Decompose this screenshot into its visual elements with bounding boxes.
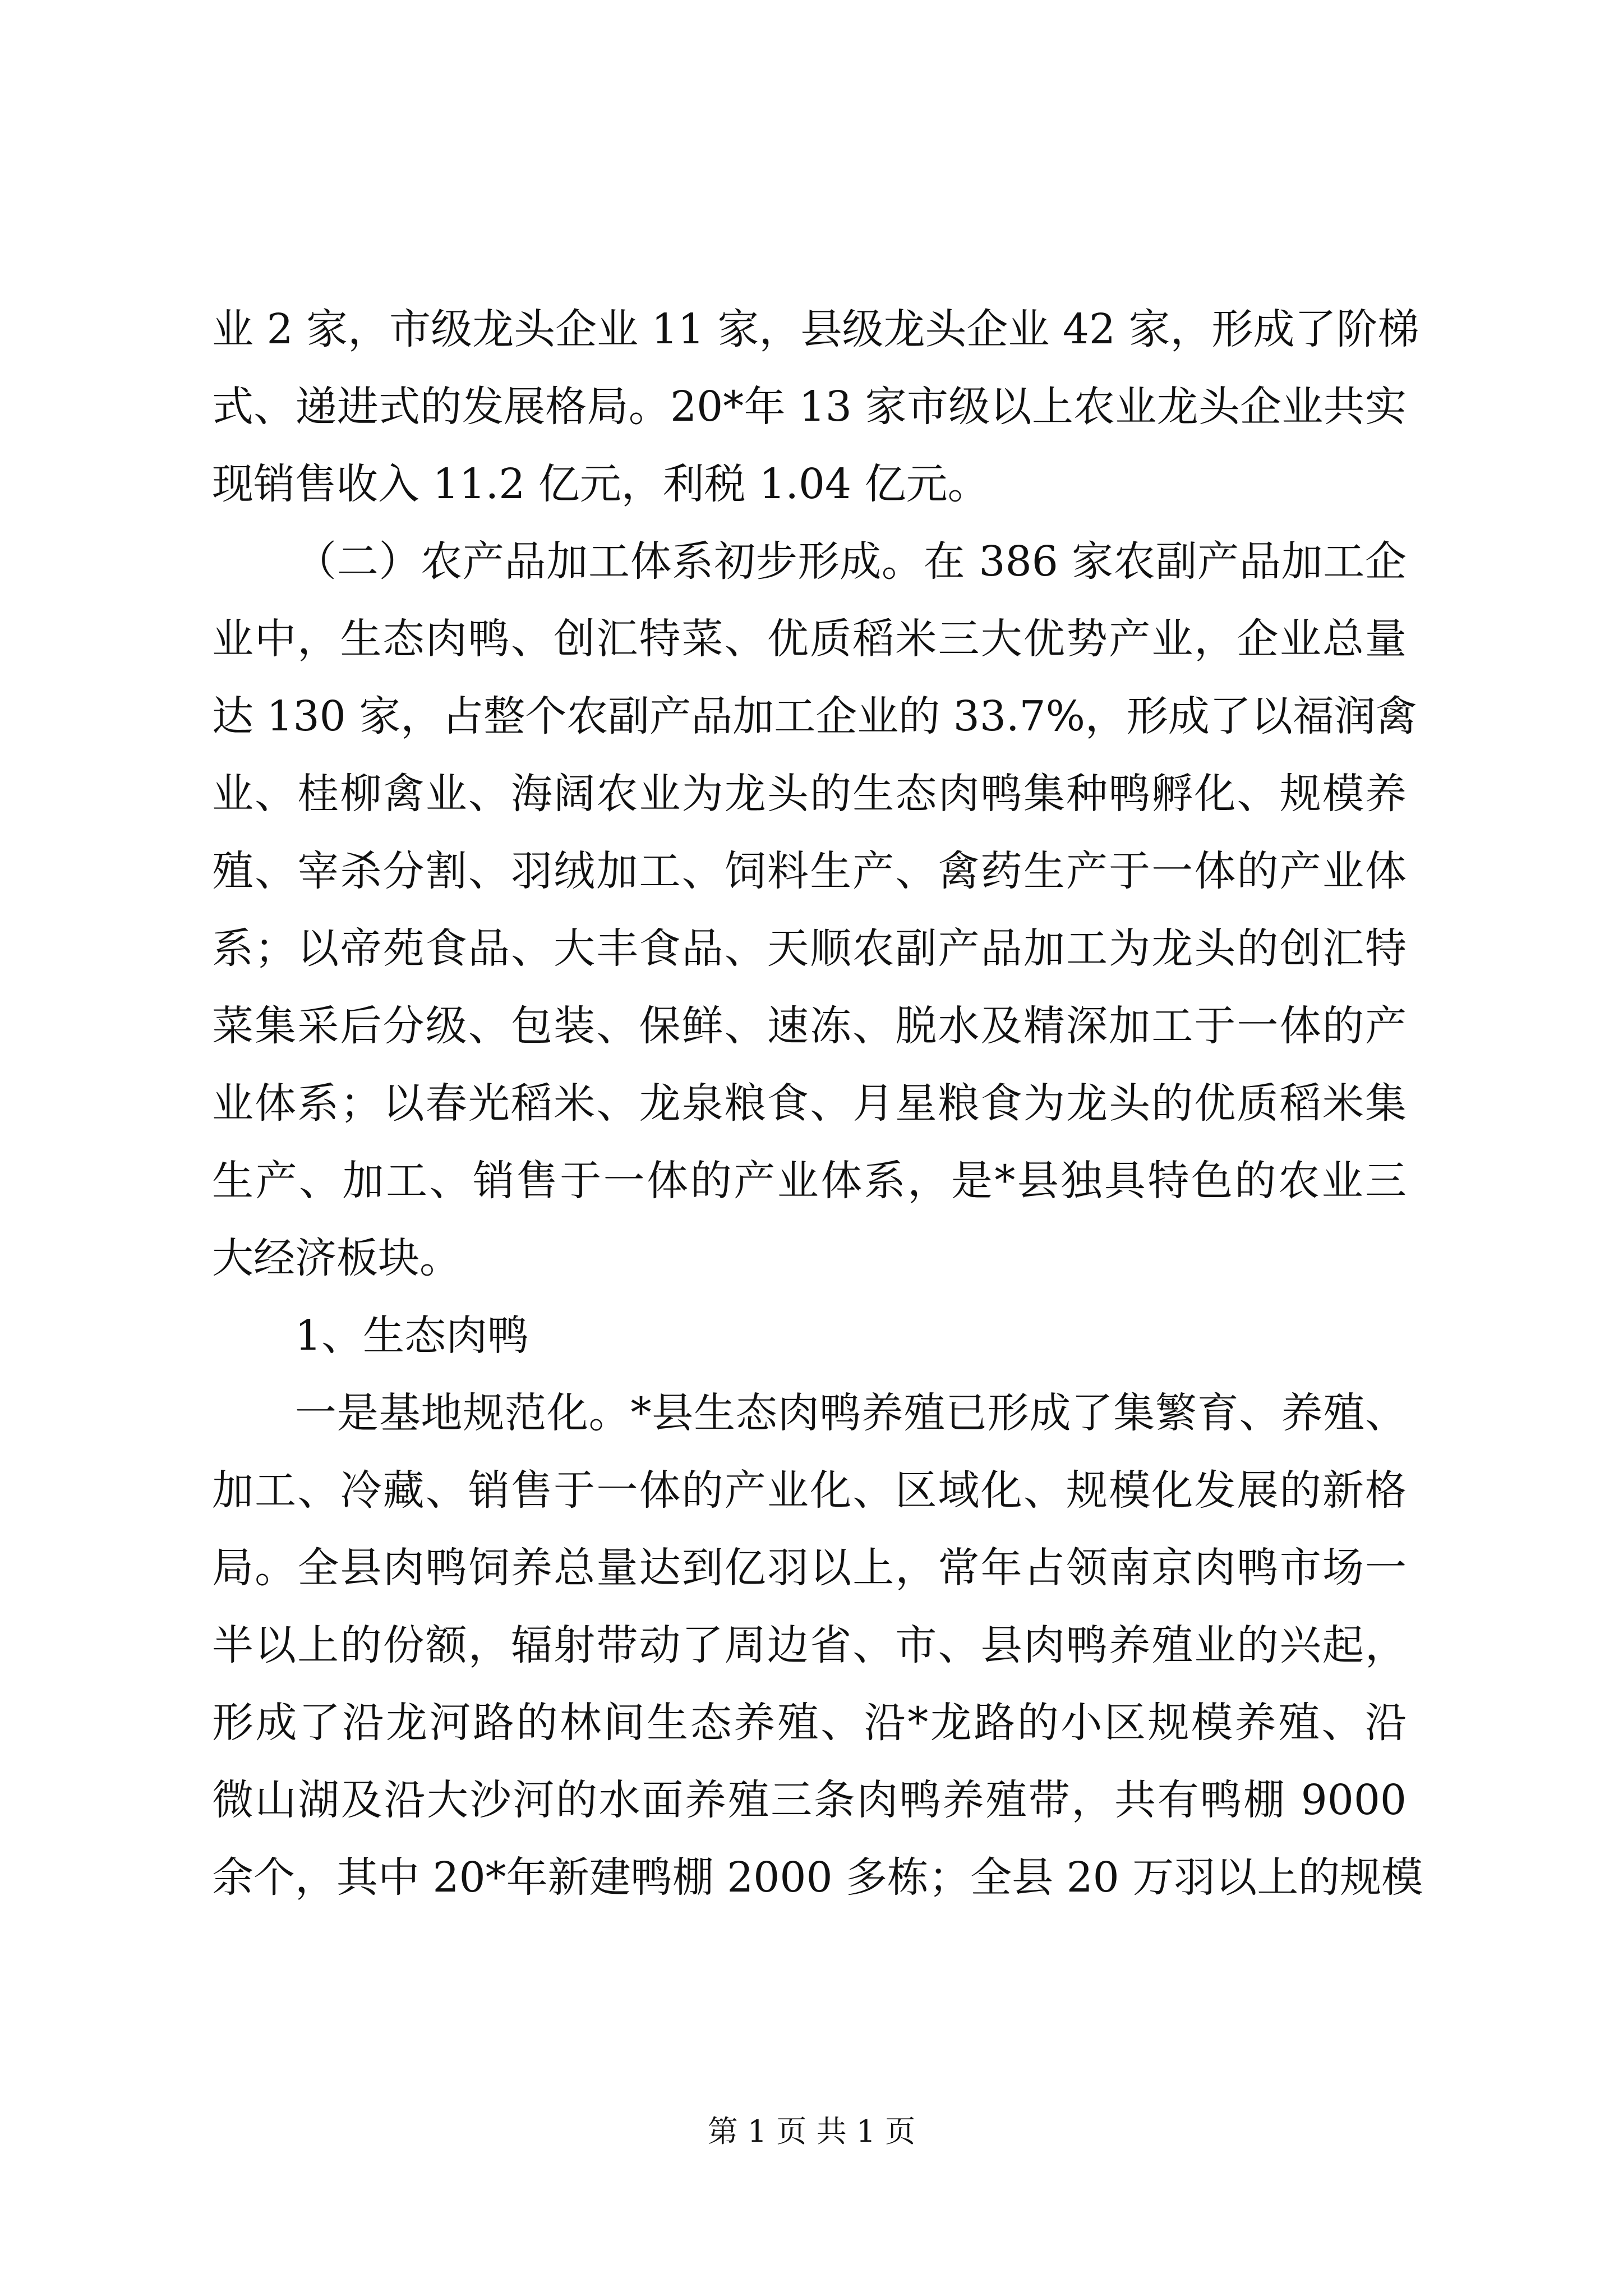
text-line: 现销售收入 11.2 亿元，利税 1.04 亿元。	[212, 460, 989, 508]
text-line: 局。全县肉鸭饲养总量达到亿羽以上，常年占领南京肉鸭市场一	[212, 1544, 1407, 1592]
text-line: 余个，其中 20*年新建鸭棚 2000 多栋；全县 20 万羽以上的规模	[212, 1853, 1423, 1902]
text-line: 半以上的份额，辐射带动了周边省、市、县肉鸭养殖业的兴起，	[212, 1621, 1407, 1669]
text-line: 菜集采后分级、包装、保鲜、速冻、脱水及精深加工于一体的产	[212, 1002, 1407, 1050]
text-line: 殖、宰杀分割、羽绒加工、饲料生产、禽药生产于一体的产业体	[212, 847, 1407, 895]
text-line: 业 2 家，市级龙头企业 11 家，县级龙头企业 42 家，形成了阶梯	[212, 305, 1419, 353]
text-line: 大经济板块。	[212, 1234, 461, 1282]
page-footer: 第 1 页 共 1 页	[707, 2114, 916, 2149]
text-line: 一是基地规范化。*县生态肉鸭养殖已形成了集繁育、养殖、	[295, 1389, 1407, 1437]
text-line: 业、桂柳禽业、海阔农业为龙头的生态肉鸭集种鸭孵化、规模养	[212, 770, 1407, 818]
text-line: 业体系；以春光稻米、龙泉粮食、月星粮食为龙头的优质稻米集	[212, 1079, 1407, 1128]
text-line: 生产、加工、销售于一体的产业体系，是*县独具特色的农业三	[212, 1157, 1407, 1205]
text-line: 达 130 家，占整个农副产品加工企业的 33.7%，形成了以福润禽	[212, 692, 1417, 740]
text-line: 形成了沿龙河路的林间生态养殖、沿*龙路的小区规模养殖、沿	[212, 1699, 1407, 1747]
section-heading-line: （二）农产品加工体系初步形成。在 386 家农副产品加工企	[295, 537, 1407, 586]
text-line: 式、递进式的发展格局。20*年 13 家市级以上农业龙头企业共实	[212, 383, 1407, 431]
document-body	[212, 291, 1423, 1916]
subsection-heading: 1、生态肉鸭	[295, 1312, 529, 1360]
text-line: 系；以帝苑食品、大丰食品、天顺农副产品加工为龙头的创汇特	[212, 924, 1407, 973]
text-line: 加工、冷藏、销售于一体的产业化、区域化、规模化发展的新格	[212, 1466, 1407, 1515]
text-line: 业中，生态肉鸭、创汇特菜、优质稻米三大优势产业，企业总量	[212, 615, 1407, 663]
text-line: 微山湖及沿大沙河的水面养殖三条肉鸭养殖带，共有鸭棚 9000	[212, 1776, 1407, 1824]
